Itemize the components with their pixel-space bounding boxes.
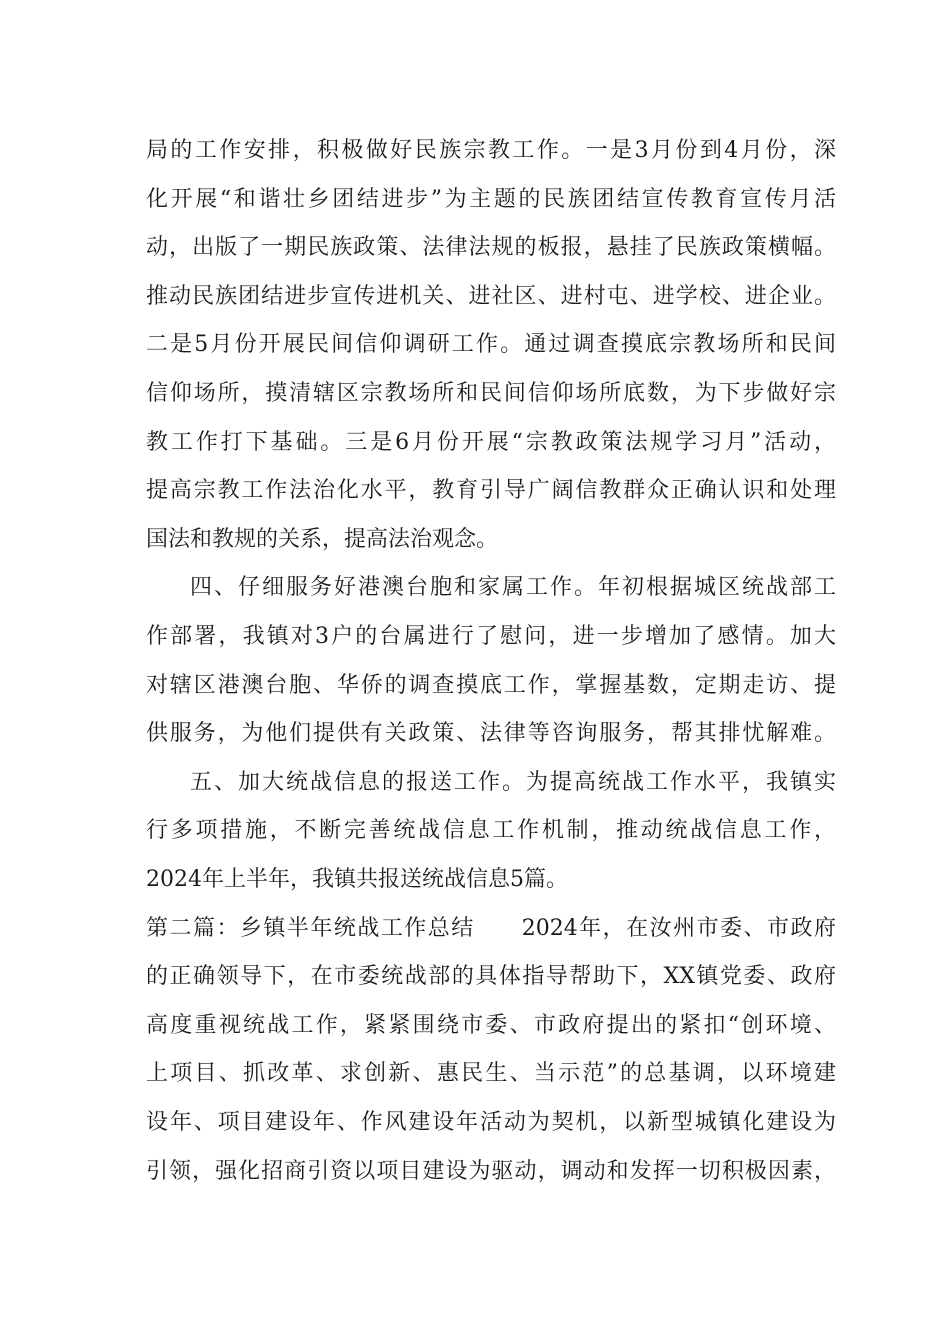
text-line: 高度重视统战工作，紧紧围绕市委、市政府提出的紧扣“创环境、	[146, 1012, 836, 1038]
text-line: 行多项措施，不断完善统战信息工作机制，推动统战信息工作，	[146, 818, 836, 844]
text-line: 对辖区港澳台胞、华侨的调查摸底工作，掌握基数，定期走访、提	[146, 672, 836, 698]
text-line: 第二篇：乡镇半年统战工作总结 2024年，在汝州市委、市政府	[146, 915, 836, 941]
text-line: 上项目、抓改革、求创新、惠民生、当示范”的总基调，以环境建	[146, 1061, 836, 1087]
text-line: 供服务，为他们提供有关政策、法律等咨询服务，帮其排忧解难。	[146, 721, 836, 747]
text-line: 信仰场所，摸清辖区宗教场所和民间信仰场所底数，为下步做好宗	[146, 381, 836, 406]
text-line: 化开展“和谐壮乡团结进步”为主题的民族团结宣传教育宣传月活	[146, 186, 836, 212]
text-line: 国法和教规的关系，提高法治观念。	[146, 526, 499, 552]
text-line: 提高宗教工作法治化水平，教育引导广阔信教群众正确认识和处理	[146, 478, 836, 504]
text-line: 2024年上半年，我镇共报送统战信息5篇。	[146, 867, 568, 892]
text-line: 的正确领导下，在市委统战部的具体指导帮助下，XX镇党委、政府	[146, 964, 836, 990]
text-line: 推动民族团结进步宣传进机关、进社区、进村屯、进学校、进企业。	[146, 283, 836, 309]
text-line: 引领，强化招商引资以项目建设为驱动，调动和发挥一切积极因素，	[146, 1158, 836, 1184]
text-line: 教工作打下基础。三是6月份开展“宗教政策法规学习月”活动，	[146, 429, 836, 455]
text-line: 四、仔细服务好港澳台胞和家属工作。年初根据城区统战部工	[190, 575, 836, 601]
text-line: 动，出版了一期民族政策、法律法规的板报，悬挂了民族政策横幅。	[146, 235, 836, 261]
text-line: 设年、项目建设年、作风建设年活动为契机，以新型城镇化建设为	[146, 1110, 836, 1135]
text-line: 五、加大统战信息的报送工作。为提高统战工作水平，我镇实	[190, 769, 836, 795]
text-line: 二是5月份开展民间信仰调研工作。通过调查摸底宗教场所和民间	[146, 332, 836, 358]
text-line: 局的工作安排，积极做好民族宗教工作。一是3月份到4月份，深	[146, 138, 836, 163]
text-line: 作部署，我镇对3户的台属进行了慰问，进一步增加了感情。加大	[146, 624, 836, 649]
